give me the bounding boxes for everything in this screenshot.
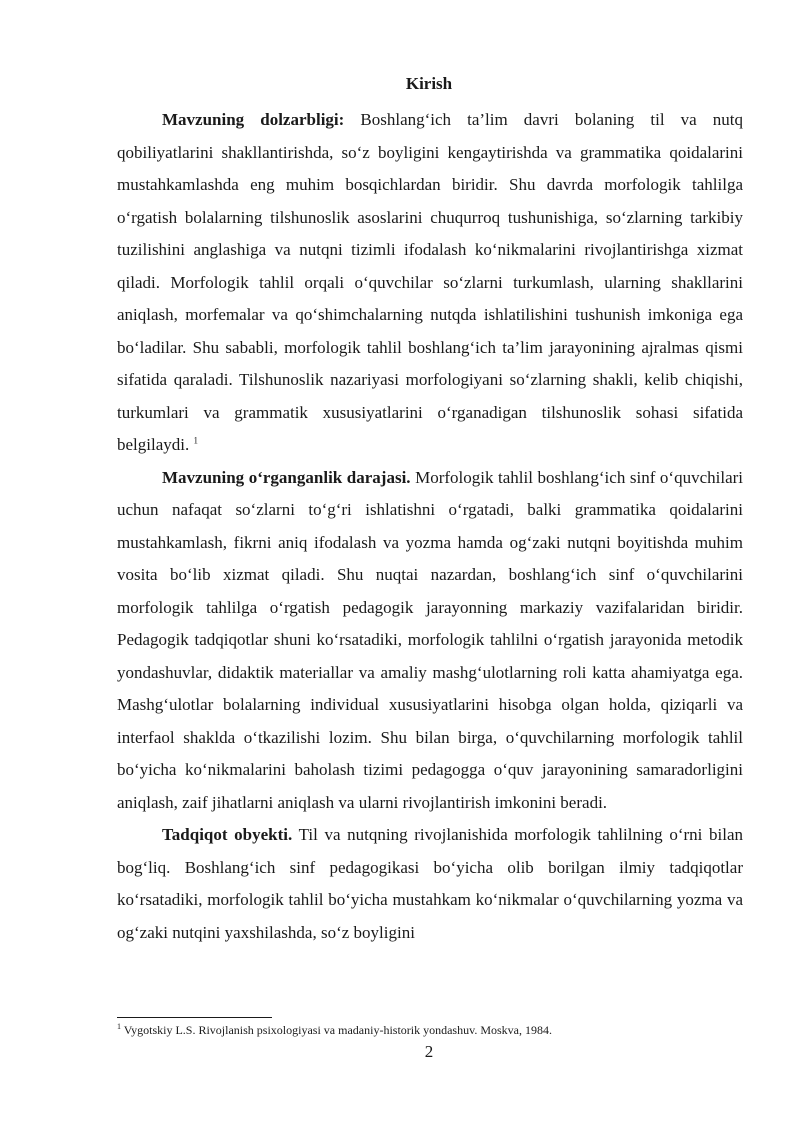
paragraph-label: Mavzuning dolzarbligi: [162, 110, 345, 129]
paragraph-text: Til va nutqning rivojlanishida morfologik tahlilning o‘rni bilan bog‘liq. Boshlang‘ich sinf pedagogikasi bo‘yicha olib borilgan ilmiy tadqiqotlar ko‘rsatadiki, morfologik tahlil bo‘yicha mustahkam ko‘nikmalar o‘quvchilarning yozma va og‘zaki nutqini yaxshilashda, so‘z boyligini [117, 825, 743, 942]
paragraph-label: Tadqiqot obyekti. [162, 825, 293, 844]
paragraph-research-object [117, 819, 743, 949]
footnote-marker: 1 [117, 1022, 121, 1031]
footnote-reference[interactable]: 1 [193, 435, 198, 446]
footnote-text: Vygotskiy L.S. Rivojlanish psixologiyasi va madaniy-historik yondashuv. Moskva, 1984. [121, 1023, 552, 1037]
paragraph-text: Morfologik tahlil boshlang‘ich sinf o‘quvchilari uchun nafaqat so‘zlarni to‘g‘ri ishlatishni o‘rgatadi, balki grammatika qoidalarini mustahkamlash, fikrni aniq ifodalash va yozma hamda og‘zaki nutqni boyitishda muhim vosita bo‘lib xizmat qiladi. Shu nuqtai nazardan, boshlang‘ich sinf o‘quvchilarini morfologik tahlilga o‘rgatish pedagogik jarayonning markaziy vazifalaridan biridir. Pedagogik tadqiqotlar shuni ko‘rsatadiki, morfologik tahlilni o‘rgatish jarayonida metodik yondashuvlar, didaktik materiallar va amaliy mashg‘ulotlarning roli katta ahamiyatga ega. Mashg‘ulotlar bolalarning individual xususiyatlarini hisobga olgan holda, qiziqarli va interfaol shaklda o‘tkazilishi lozim. Shu bilan birga, o‘quvchilarning morfologik tahlil bo‘yicha ko‘nikmalarini baholash tizimi pedagogga o‘quv jarayonining samaradorligini aniqlash, zaif jihatlarni aniqlash va ularni rivojlantirish imkonini beradi. [117, 467, 743, 812]
page-title: Kirish [405, 74, 453, 93]
page-number: 2 [424, 1042, 434, 1061]
paragraph-relevance [117, 104, 743, 462]
footnote [117, 1023, 743, 1037]
paragraph-study-level [117, 462, 743, 820]
footnote-separator [117, 1017, 272, 1018]
paragraph-text: Boshlang‘ich ta’lim davri bolaning til va nutq qobiliyatlarini shakllantirishda, so‘z boyligini kengaytirishda va grammatika qoidalarini mustahkamlashda eng muhim bosqichlardan biridir. Shu davrda morfologik tahlilga o‘rgatish bolalarning tilshunoslik asoslarini chuqurroq tushunishiga, so‘zlarning tarkibiy tuzilishini anglashiga va nutqni tizimli ifodalash ko‘nikmalarini rivojlantirishga xizmat qiladi. Morfologik tahlil orqali o‘quvchilar so‘zlarni turkumlash, ularning shakllarini aniqlash, morfemalar va qo‘shimchalarning nutqda ishlatilishini tushunish imkoniga ega bo‘ladilar. Shu sababli, morfologik tahlil boshlang‘ich ta’lim jarayonining ajralmas qismi sifatida qaraladi. Tilshunoslik nazariyasi morfologiyani so‘zlarning shakli, kelib chiqishi, turkumlari va grammatik xususiyatlarini o‘rganadigan tilshunoslik sohasi sifatida belgilaydi. [117, 110, 743, 454]
paragraph-label: Mavzuning o‘rganganlik darajasi. [162, 467, 411, 487]
body-text [117, 104, 743, 949]
